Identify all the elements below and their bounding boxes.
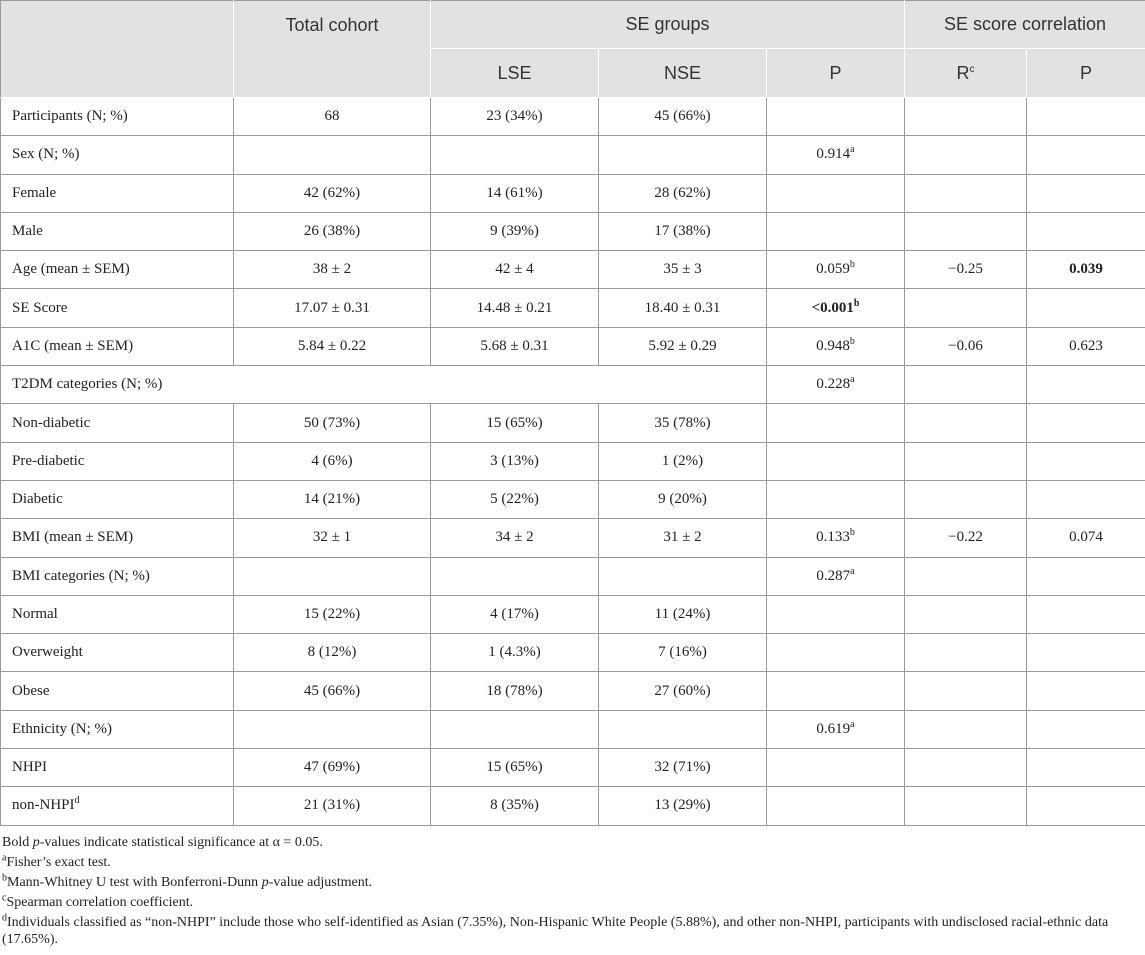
header-r-sup: c <box>969 63 975 75</box>
cell-r <box>905 98 1027 136</box>
cell-lse: 3 (13%) <box>431 442 599 480</box>
cell-total-cohort: 38 ± 2 <box>234 251 431 289</box>
table-row <box>1 672 1145 710</box>
table-row <box>1 480 1145 518</box>
table-row <box>1 787 1145 825</box>
cell-total-cohort: 14 (21%) <box>234 480 431 518</box>
cell-total-cohort: 45 (66%) <box>234 672 431 710</box>
row-label: Non-diabetic <box>1 404 234 442</box>
cell-r <box>905 710 1027 748</box>
cell-p: 0.133$^b$ <box>767 519 905 557</box>
cell-p <box>767 672 905 710</box>
cell-p <box>767 749 905 787</box>
table-row <box>1 327 1145 365</box>
header-r-text: R <box>956 62 970 83</box>
cell-p2 <box>1027 136 1145 174</box>
cell-r <box>905 634 1027 672</box>
cell-nse: 1 (2%) <box>599 442 767 480</box>
table-row <box>1 749 1145 787</box>
cell-total-cohort <box>234 557 431 595</box>
cell-p <box>767 442 905 480</box>
cell-p <box>767 98 905 136</box>
row-label: BMI (mean ± SEM) <box>1 519 234 557</box>
header-nse: NSE <box>599 49 767 98</box>
cell-p <box>767 595 905 633</box>
cell-r <box>905 366 1027 404</box>
cell-p <box>767 212 905 250</box>
cell-total-cohort: 21 (31%) <box>234 787 431 825</box>
cell-total-cohort: 42 (62%) <box>234 174 431 212</box>
table-row <box>1 366 1145 404</box>
cell-p2 <box>1027 749 1145 787</box>
cell-r <box>905 787 1027 825</box>
cell-nse: 11 (24%) <box>599 595 767 633</box>
cell-p2 <box>1027 634 1145 672</box>
cell-total-cohort: 15 (22%) <box>234 595 431 633</box>
cell-r <box>905 442 1027 480</box>
table-body <box>1 98 1145 826</box>
cell-r <box>905 749 1027 787</box>
header-row-label <box>1 1 234 98</box>
cell-lse: 1 (4.3%) <box>431 634 599 672</box>
footnote-c: $^c$Spearman correlation coefficient. <box>2 891 194 910</box>
cell-lse: 5 (22%) <box>431 480 599 518</box>
cell-nse: 27 (60%) <box>599 672 767 710</box>
cell-p2: 0.623 <box>1027 327 1145 365</box>
table-row <box>1 634 1145 672</box>
cell-total-cohort: 8 (12%) <box>234 634 431 672</box>
cell-p2 <box>1027 174 1145 212</box>
cell-r: −0.25 <box>905 251 1027 289</box>
cell-nse: 35 (78%) <box>599 404 767 442</box>
cell-p2: 0.039 <box>1027 251 1145 289</box>
header-se-score-correlation: SE score correlation <box>905 1 1145 49</box>
table-row <box>1 98 1145 136</box>
cell-p2 <box>1027 98 1145 136</box>
row-label: Overweight <box>1 634 234 672</box>
row-label: Participants (N; %) <box>1 98 234 136</box>
row-label: NHPI <box>1 749 234 787</box>
table-row <box>1 710 1145 748</box>
table-row <box>1 557 1145 595</box>
footnote-b: $^b$Mann-Whitney U test with Bonferroni-Dunn p-value adjustment. <box>2 871 373 890</box>
row-label: Obese <box>1 672 234 710</box>
cell-lse <box>431 710 599 748</box>
cell-p: 0.228$^a$ <box>767 366 905 404</box>
cell-lse: 42 ± 4 <box>431 251 599 289</box>
cell-total-cohort <box>234 136 431 174</box>
cell-p: 0.287$^a$ <box>767 557 905 595</box>
cell-r <box>905 174 1027 212</box>
cell-r <box>905 595 1027 633</box>
cell-lse: 15 (65%) <box>431 749 599 787</box>
table-footnotes <box>0 826 1145 948</box>
row-label: SE Score <box>1 289 234 327</box>
cell-r <box>905 212 1027 250</box>
cell-total-cohort: 50 (73%) <box>234 404 431 442</box>
cell-nse: 18.40 ± 0.31 <box>599 289 767 327</box>
row-label: Pre-diabetic <box>1 442 234 480</box>
cell-p <box>767 404 905 442</box>
cell-nse: 32 (71%) <box>599 749 767 787</box>
cell-p <box>767 634 905 672</box>
cell-p2 <box>1027 710 1145 748</box>
cell-r <box>905 404 1027 442</box>
cell-p2 <box>1027 672 1145 710</box>
cell-p2 <box>1027 442 1145 480</box>
cell-p <box>767 174 905 212</box>
cell-p2 <box>1027 366 1145 404</box>
table-row <box>1 519 1145 557</box>
cell-r: −0.22 <box>905 519 1027 557</box>
row-label: Male <box>1 212 234 250</box>
cell-nse: 35 ± 3 <box>599 251 767 289</box>
cell-total-cohort: 5.84 ± 0.22 <box>234 327 431 365</box>
cell-total-cohort <box>234 710 431 748</box>
table-row <box>1 251 1145 289</box>
cell-total-cohort: 17.07 ± 0.31 <box>234 289 431 327</box>
cell-lse: 18 (78%) <box>431 672 599 710</box>
cell-p2 <box>1027 404 1145 442</box>
row-label: non-NHPI$^d$ <box>1 787 234 825</box>
cell-p2 <box>1027 289 1145 327</box>
cell-r <box>905 289 1027 327</box>
row-label: Diabetic <box>1 480 234 518</box>
cell-nse: 9 (20%) <box>599 480 767 518</box>
cell-nse <box>599 710 767 748</box>
cell-nse: 7 (16%) <box>599 634 767 672</box>
table-row <box>1 136 1145 174</box>
cell-r <box>905 557 1027 595</box>
footnote-bold: Bold p-values indicate statistical significance at α = 0.05. <box>2 834 323 850</box>
cell-nse: 17 (38%) <box>599 212 767 250</box>
cell-r <box>905 136 1027 174</box>
table-row <box>1 404 1145 442</box>
cell-lse: 14.48 ± 0.21 <box>431 289 599 327</box>
table-row <box>1 595 1145 633</box>
cell-total-cohort: 32 ± 1 <box>234 519 431 557</box>
cell-nse: 28 (62%) <box>599 174 767 212</box>
cell-lse: 8 (35%) <box>431 787 599 825</box>
table-row <box>1 212 1145 250</box>
cell-total-cohort: 68 <box>234 98 431 136</box>
cell-lse: 5.68 ± 0.31 <box>431 327 599 365</box>
cell-lse: 14 (61%) <box>431 174 599 212</box>
cell-p2 <box>1027 480 1145 518</box>
cell-r: −0.06 <box>905 327 1027 365</box>
cell-nse <box>599 557 767 595</box>
header-lse: LSE <box>431 49 599 98</box>
table-row <box>1 289 1145 327</box>
cell-nse: 5.92 ± 0.29 <box>599 327 767 365</box>
row-label: Age (mean ± SEM) <box>1 251 234 289</box>
footnote-a: $^a$Fisher’s exact test. <box>2 851 111 870</box>
cell-p <box>767 787 905 825</box>
footnote-d: $^d$Individuals classified as “non-NHPI” include those who self-identified as Asian (7.35%), Non-Hispanic White People (5.88%), and other non-NHPI, participants with undisclosed racial-ethnic data (17.65%). <box>2 911 1109 947</box>
cell-lse: 34 ± 2 <box>431 519 599 557</box>
cell-p2 <box>1027 787 1145 825</box>
cell-p: 0.948$^b$ <box>767 327 905 365</box>
cell-total-cohort: 47 (69%) <box>234 749 431 787</box>
cell-p <box>767 480 905 518</box>
cell-p: 0.914$^a$ <box>767 136 905 174</box>
cell-lse: 23 (34%) <box>431 98 599 136</box>
header-se-groups: SE groups <box>431 1 905 49</box>
cell-nse <box>599 136 767 174</box>
cell-p2: 0.074 <box>1027 519 1145 557</box>
row-label: Normal <box>1 595 234 633</box>
row-label: Sex (N; %) <box>1 136 234 174</box>
table-row <box>1 174 1145 212</box>
cell-p: <0.001$^b$ <box>767 289 905 327</box>
table-header <box>1 1 1145 98</box>
cell-lse: 15 (65%) <box>431 404 599 442</box>
cell-total-cohort: 4 (6%) <box>234 442 431 480</box>
table-row <box>1 442 1145 480</box>
cell-p2 <box>1027 212 1145 250</box>
row-label: BMI categories (N; %) <box>1 557 234 595</box>
cell-p: 0.059$^b$ <box>767 251 905 289</box>
cell-total-cohort: 26 (38%) <box>234 212 431 250</box>
cell-lse <box>431 557 599 595</box>
header-total-cohort: Total cohort <box>234 1 431 98</box>
header-p2: P <box>1027 49 1145 98</box>
cell-p2 <box>1027 595 1145 633</box>
cell-lse: 9 (39%) <box>431 212 599 250</box>
cell-lse <box>431 136 599 174</box>
row-label: Ethnicity (N; %) <box>1 710 234 748</box>
cell-nse: 13 (29%) <box>599 787 767 825</box>
cell-nse: 45 (66%) <box>599 98 767 136</box>
row-label: T2DM categories (N; %) <box>1 366 767 404</box>
cell-nse: 31 ± 2 <box>599 519 767 557</box>
cell-r <box>905 480 1027 518</box>
header-p: P <box>767 49 905 98</box>
cell-lse: 4 (17%) <box>431 595 599 633</box>
header-r <box>905 49 1027 98</box>
cell-p: 0.619$^a$ <box>767 710 905 748</box>
cell-p2 <box>1027 557 1145 595</box>
row-label: Female <box>1 174 234 212</box>
row-label: A1C (mean ± SEM) <box>1 327 234 365</box>
cell-r <box>905 672 1027 710</box>
